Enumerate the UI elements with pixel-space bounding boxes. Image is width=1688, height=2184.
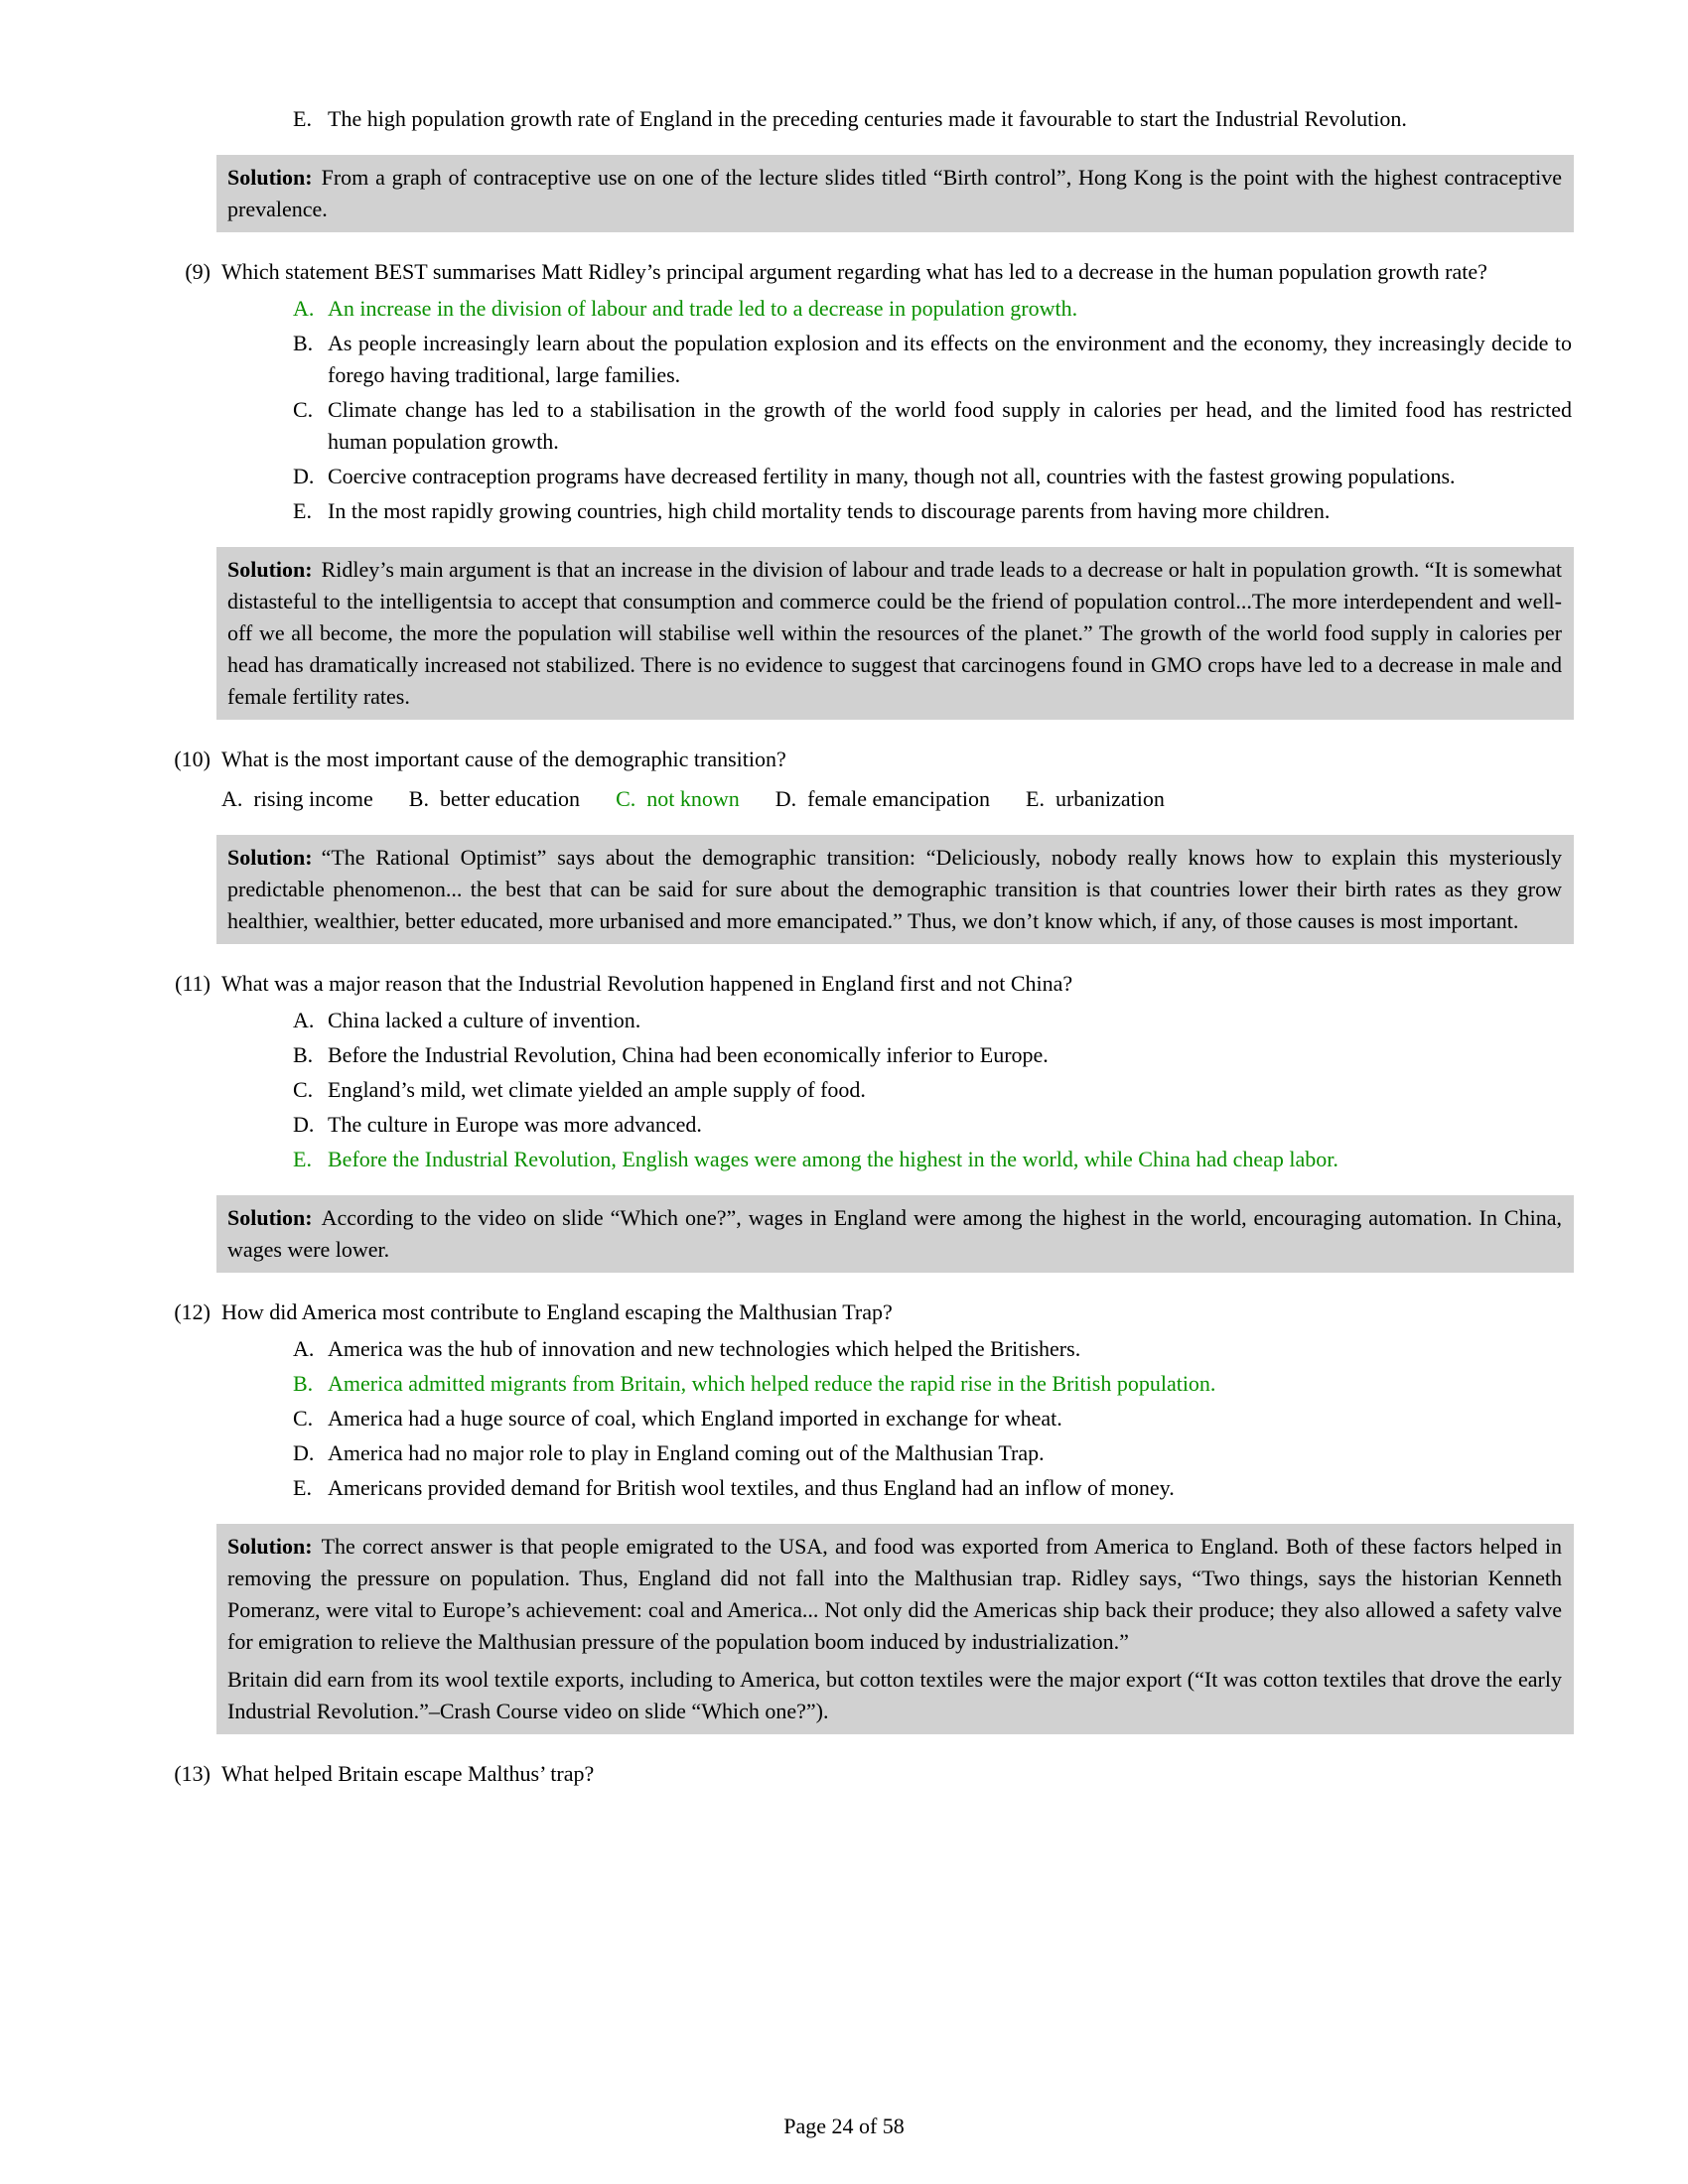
solution-label: Solution: — [227, 165, 313, 190]
option-text: Americans provided demand for British wool textiles, and thus England had an inflow of money. — [328, 1475, 1175, 1500]
option-item-e — [293, 1144, 1574, 1175]
option-item-d — [293, 1109, 1574, 1141]
question-text: Which statement BEST summarises Matt Ridley’s principal argument regarding what has led to a decrease in the human population growth rate? — [221, 259, 1487, 284]
option-item-e — [293, 1472, 1574, 1504]
option-text: Coercive contraception programs have decreased fertility in many, though not all, countries with the fastest growing populations. — [328, 464, 1456, 488]
solution-label: Solution: — [227, 1205, 313, 1230]
solution-box-q9 — [216, 547, 1574, 720]
option-item-e — [1026, 783, 1165, 815]
page-content — [149, 103, 1574, 1790]
question-11 — [149, 968, 1574, 1000]
solution-paragraph — [227, 1531, 1562, 1658]
option-text: China lacked a culture of invention. — [328, 1008, 641, 1032]
question-text: What helped Britain escape Malthus’ trap? — [221, 1761, 595, 1786]
question-9 — [149, 256, 1574, 288]
option-label: D. — [293, 1112, 315, 1137]
option-item-b — [293, 328, 1574, 391]
option-item-c — [293, 394, 1574, 458]
solution-text: Ridley’s main argument is that an increase in the division of labour and trade leads to a decrease or halt in population growth. “It is somewhat distasteful to the intelligentsia to accept that consumption and commerce could be the friend of population control...The more interdependent and well-off we all become, the more the population will stabilise well within the resources of the planet.” The growth of the world food supply in calories per head has dramatically increased not stabilized. There is no evidence to suggest that carcinogens found in GMO crops have led to a decrease in male and female fertility rates. — [227, 557, 1562, 709]
option-text: female emancipation — [807, 786, 990, 811]
option-label: E. — [1026, 786, 1045, 811]
solution-text: According to the video on slide “Which one?”, wages in England were among the highest in the world, encouraging automation. In China, wages were lower. — [227, 1205, 1562, 1262]
option-item-a — [221, 783, 373, 815]
option-label: E. — [293, 106, 312, 131]
option-text: Before the Industrial Revolution, China had been economically inferior to Europe. — [328, 1042, 1049, 1067]
option-text: Before the Industrial Revolution, English wages were among the highest in the world, while China had cheap labor. — [328, 1147, 1338, 1171]
option-text: Climate change has led to a stabilisation in the growth of the world food supply in calories per head, and the limited food has restricted human population growth. — [328, 397, 1572, 454]
option-label: D. — [293, 464, 315, 488]
option-text: In the most rapidly growing countries, high child mortality tends to discourage parents from having more children. — [328, 498, 1331, 523]
solution-box-q12 — [216, 1524, 1574, 1734]
option-text: America had no major role to play in England coming out of the Malthusian Trap. — [328, 1440, 1045, 1465]
option-text: America was the hub of innovation and new technologies which helped the Britishers. — [328, 1336, 1081, 1361]
option-item-b — [293, 1039, 1574, 1071]
option-item-b — [293, 1368, 1574, 1400]
question-number: (11) — [175, 971, 211, 996]
option-item-b — [409, 783, 580, 815]
option-label: A. — [293, 1336, 315, 1361]
option-item-d — [293, 1437, 1574, 1469]
solution-paragraph — [227, 1664, 1562, 1727]
option-text: England’s mild, wet climate yielded an ample supply of food. — [328, 1077, 866, 1102]
solution-box-q8 — [216, 155, 1574, 232]
option-label: A. — [221, 786, 243, 811]
option-text: An increase in the division of labour and trade led to a decrease in population growth. — [328, 296, 1078, 321]
solution-paragraph — [227, 1202, 1562, 1266]
question-11-options — [149, 1005, 1574, 1175]
question-text: What was a major reason that the Industrial Revolution happened in England first and not China? — [221, 971, 1073, 996]
solution-paragraph — [227, 162, 1562, 225]
option-item-c — [293, 1074, 1574, 1106]
option-label: E. — [293, 1475, 312, 1500]
solution-text: From a graph of contraceptive use on one of the lecture slides titled “Birth control”, Hong Kong is the point with the highest contraceptive prevalence. — [227, 165, 1562, 221]
option-label: B. — [408, 786, 429, 811]
solution-text: Britain did earn from its wool textile exports, including to America, but cotton textiles were the major export (“It was cotton textiles that drove the early Industrial Revolution.”–Crash Course video on slide “Which one?”). — [227, 1667, 1562, 1723]
option-item-d — [775, 783, 990, 815]
question-text: What is the most important cause of the demographic transition? — [221, 747, 786, 771]
option-label: C. — [293, 1406, 314, 1431]
question-number: (10) — [174, 747, 211, 771]
option-text: The high population growth rate of England in the preceding centuries made it favourable to start the Industrial Revolution. — [328, 106, 1407, 131]
solution-text: The correct answer is that people emigrated to the USA, and food was exported from America to England. Both of these factors helped in removing the pressure on population. Thus, England did not fall into the Malthusian trap. Ridley says, “Two things, says the historian Kenneth Pomeranz, were vital to Europe’s achievement: coal and America... Not only did the Americas ship back their produce; they also allowed a safety valve for emigration to relieve the Malthusian pressure of the population boom induced by industrialization.” — [227, 1534, 1562, 1654]
solution-paragraph — [227, 842, 1562, 937]
page-number: Page 24 of 58 — [783, 2114, 905, 2138]
option-label: C. — [293, 1077, 314, 1102]
option-label: A. — [293, 1008, 315, 1032]
question-10 — [149, 744, 1574, 775]
question-12 — [149, 1297, 1574, 1328]
option-text: America had a huge source of coal, which England imported in exchange for wheat. — [328, 1406, 1062, 1431]
option-label: C. — [616, 786, 636, 811]
option-item-c — [616, 783, 740, 815]
option-label: D. — [774, 786, 797, 811]
question-12-options — [149, 1333, 1574, 1504]
solution-box-q10 — [216, 835, 1574, 944]
option-item-d — [293, 461, 1574, 492]
question-number: (13) — [174, 1761, 211, 1786]
question-number: (12) — [174, 1299, 211, 1324]
solution-box-q11 — [216, 1195, 1574, 1273]
option-text: not known — [646, 786, 740, 811]
question-9-options — [149, 293, 1574, 527]
option-text: urbanization — [1055, 786, 1165, 811]
option-text: America admitted migrants from Britain, which helped reduce the rapid rise in the British population. — [328, 1371, 1216, 1396]
option-item-a — [293, 293, 1574, 325]
solution-label: Solution: — [227, 557, 313, 582]
carryover-option-e — [293, 103, 1574, 135]
option-label: C. — [293, 397, 314, 422]
option-text: rising income — [253, 786, 373, 811]
option-text: As people increasingly learn about the population explosion and its effects on the environment and the economy, they increasingly decide to forego having traditional, large families. — [328, 331, 1572, 387]
option-text: better education — [439, 786, 581, 811]
option-text: The culture in Europe was more advanced. — [328, 1112, 702, 1137]
question-10-options — [221, 783, 1574, 815]
option-label: B. — [293, 331, 314, 355]
option-item-e — [293, 495, 1574, 527]
solution-label: Solution: — [227, 845, 313, 870]
option-label: B. — [293, 1371, 314, 1396]
option-label: E. — [293, 498, 312, 523]
question-text: How did America most contribute to England escaping the Malthusian Trap? — [221, 1299, 893, 1324]
question-number: (9) — [185, 259, 211, 284]
option-label: D. — [293, 1440, 315, 1465]
option-item-a — [293, 1333, 1574, 1365]
solution-label: Solution: — [227, 1534, 313, 1559]
question-13 — [149, 1758, 1574, 1790]
solution-text: “The Rational Optimist” says about the demographic transition: “Deliciously, nobody really knows how to explain this mysteriously predictable phenomenon... the best that can be said for sure about the demographic transition is that countries lower their birth rates as they grow healthier, wealthier, better educated, more urbanised and more emancipated.” Thus, we don’t know which, if any, of those causes is most important. — [227, 845, 1562, 933]
option-label: A. — [293, 296, 315, 321]
option-item-a — [293, 1005, 1574, 1036]
solution-paragraph — [227, 554, 1562, 713]
option-item-c — [293, 1403, 1574, 1434]
option-label: B. — [293, 1042, 314, 1067]
option-label: E. — [293, 1147, 312, 1171]
